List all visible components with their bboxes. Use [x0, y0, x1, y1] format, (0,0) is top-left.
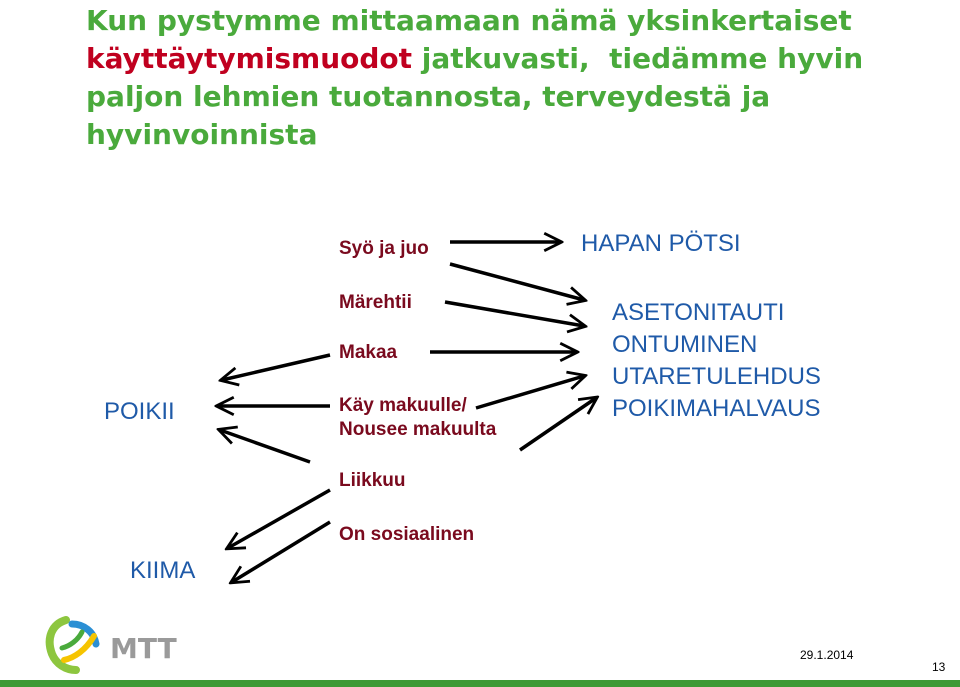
- title-line-4: hyvinvoinnista: [86, 118, 318, 151]
- arrow-syo-to-list: [450, 264, 584, 300]
- arrow-kay-to-list-lower: [520, 398, 596, 450]
- behavior-liikkuu: Liikkuu: [339, 470, 406, 491]
- label-kiima: KIIMA: [130, 557, 196, 584]
- behavior-kay-makuulle: Käy makuulle/: [339, 395, 467, 416]
- mtt-logo: [44, 614, 194, 685]
- behavior-on-sosiaalinen: On sosiaalinen: [339, 524, 475, 545]
- logo-text: MTT: [110, 632, 177, 665]
- title-highlight: käyttäytymismuodot: [86, 42, 413, 75]
- title-line-3: paljon lehmien tuotannosta, terveydestä ja: [86, 80, 771, 113]
- arrow-liikkuu-to-kiima: [228, 490, 330, 548]
- outcome-ontuminen: ONTUMINEN: [612, 331, 758, 358]
- behavior-marehtii: Märehtii: [339, 292, 412, 313]
- behavior-nousee-makuulta: Nousee makuulta: [339, 419, 497, 440]
- arrow-makaa-to-poikii: [222, 355, 330, 380]
- label-poikii: POIKII: [104, 398, 175, 425]
- behavior-syo-ja-juo: Syö ja juo: [339, 238, 429, 259]
- outcome-hapan-potsi: HAPAN PÖTSI: [581, 230, 741, 257]
- title-line-1: Kun pystymme mittaamaan nämä yksinkertaiset: [86, 4, 852, 37]
- behavior-makaa: Makaa: [339, 342, 398, 363]
- arrow-kay-to-list-upper: [476, 376, 584, 408]
- footer-bar: [0, 680, 960, 687]
- outcome-asetonitauti: ASETONITAUTI: [612, 299, 785, 326]
- outcome-utaretulehdus: UTARETULEHDUS: [612, 363, 821, 390]
- page-number: 13: [932, 660, 946, 674]
- arrow-liikkuu-to-poikii: [220, 430, 310, 462]
- title-line-2-rest: jatkuvasti, tiedämme hyvin: [412, 42, 864, 75]
- arrow-sosiaalinen-to-kiima: [232, 522, 330, 582]
- arrow-marehtii-to-list: [445, 302, 584, 326]
- outcome-poikimahalvaus: POIKIMAHALVAUS: [612, 395, 821, 422]
- slide-date: 29.1.2014: [800, 648, 854, 662]
